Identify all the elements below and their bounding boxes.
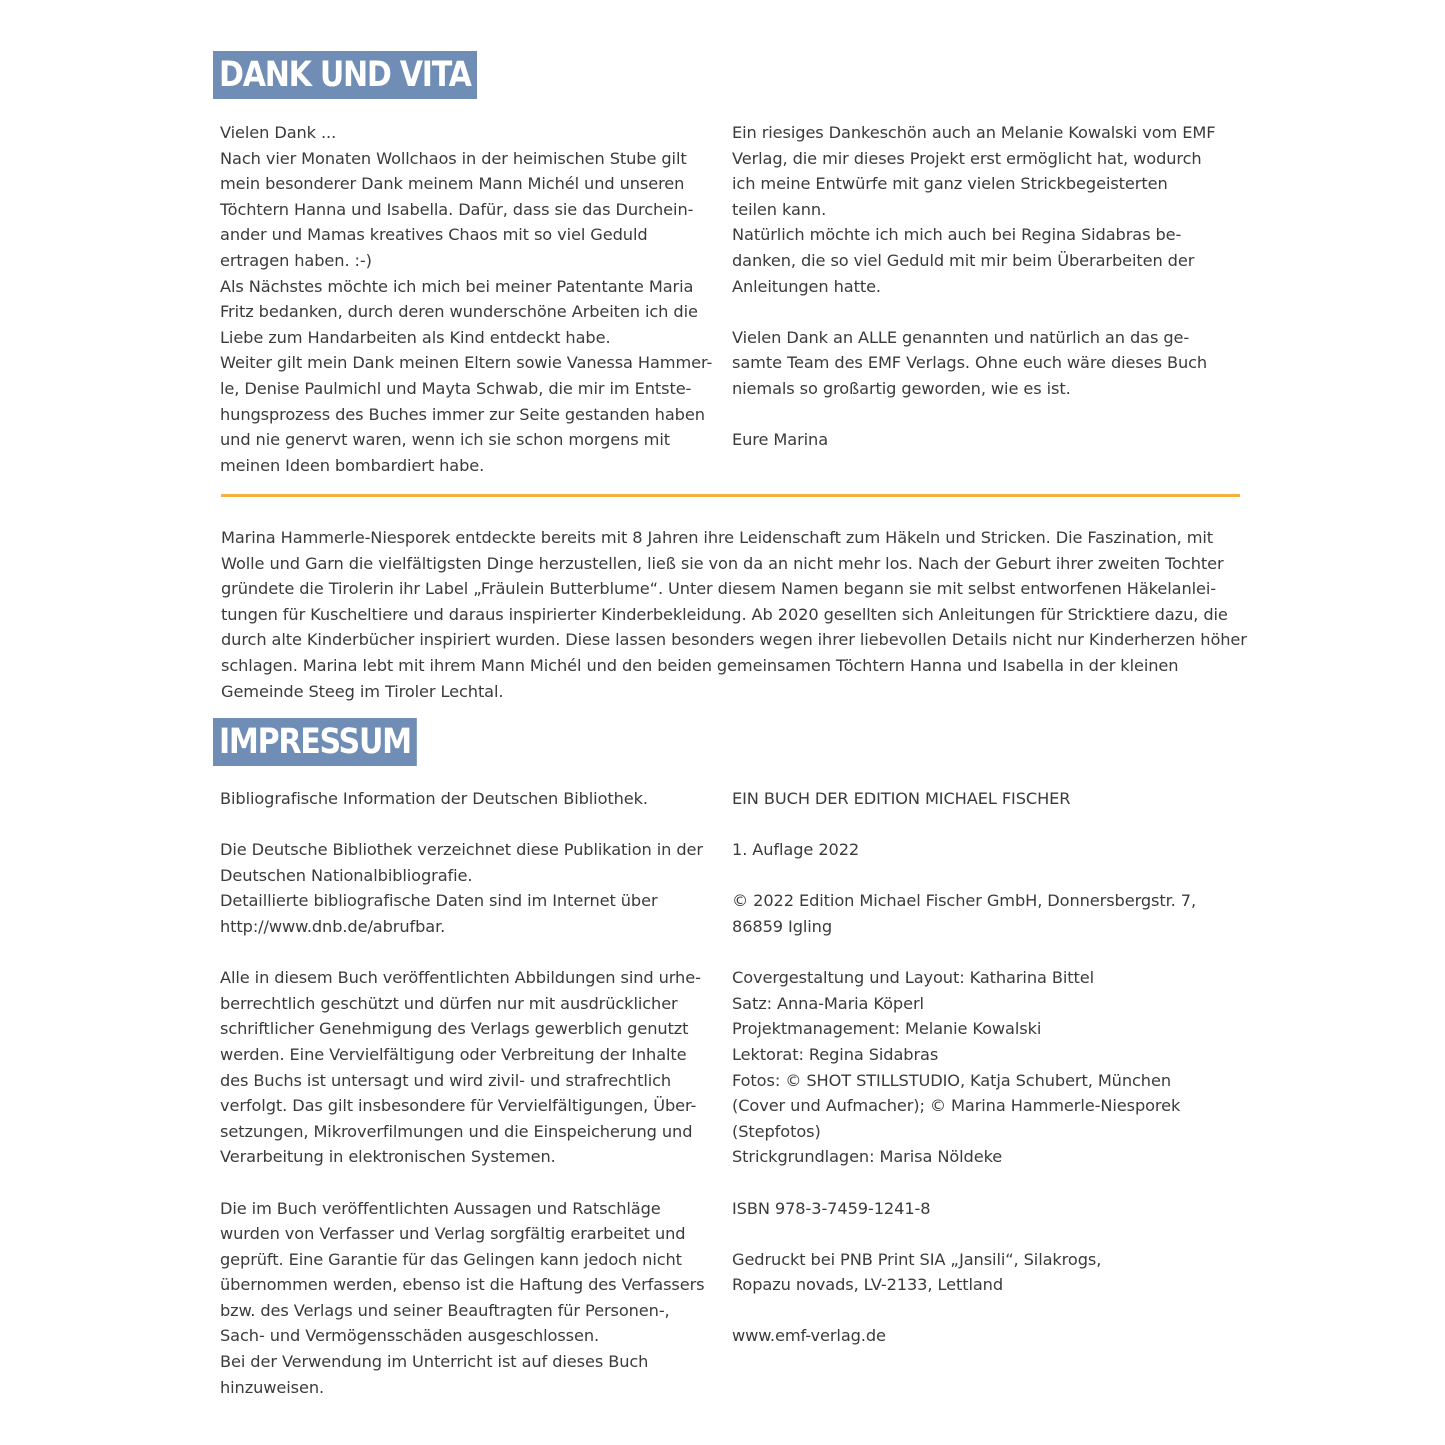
text-line: Weiter gilt mein Dank meinen Eltern sowie Vanessa Hammer-: [220, 353, 713, 373]
text-line: EIN BUCH DER EDITION MICHAEL FISCHER: [732, 789, 1071, 808]
text-line: Deutschen Nationalbibliografie.: [220, 865, 473, 885]
text-line: 86859 Igling: [732, 916, 833, 936]
text-line: ander und Mamas kreatives Chaos mit so viel Geduld: [220, 225, 648, 245]
blank-line: [732, 812, 1237, 838]
text-line: ISBN 978-3-7459-1241-8: [732, 1198, 931, 1218]
text-line: Verarbeitung in elektronischen Systemen.: [220, 1147, 556, 1167]
text-line: niemals so großartig geworden, wie es ist.: [732, 378, 1071, 398]
text-line: Die Deutsche Bibliothek verzeichnet diese Publikation in der: [220, 840, 703, 860]
text-line: Detaillierte bibliografische Daten sind im Internet über: [220, 891, 658, 911]
blank-line: [732, 1221, 1237, 1247]
section-heading-dank-und-vita: DANK UND VITA: [213, 51, 477, 99]
text-line: Strickgrundlagen: Marisa Nöldeke: [732, 1147, 1003, 1167]
text-line: mein besonderer Dank meinem Mann Michél und unseren: [220, 174, 685, 194]
text-line: Anleitungen hatte.: [732, 276, 881, 296]
text-line: Vielen Dank an ALLE genannten und natürlich an das ge-: [732, 327, 1190, 347]
text-line: verfolgt. Das gilt insbesondere für Vervielfältigungen, Über-: [220, 1096, 697, 1116]
text-line: durch alte Kinderbücher inspiriert wurden. Diese lassen besonders wegen ihrer liebevollen Details nicht nur Kinderherzen höher: [221, 630, 1247, 650]
section-heading-impressum: IMPRESSUM: [213, 718, 417, 766]
text-line: Gemeinde Steeg im Tiroler Lechtal.: [221, 681, 504, 701]
blank-line: [732, 1298, 1237, 1324]
text-line: Als Nächstes möchte ich mich bei meiner Patentante Maria: [220, 276, 694, 296]
text-line: teilen kann.: [732, 199, 827, 219]
text-line: ich meine Entwürfe mit ganz vielen Strickbegeisterten: [732, 174, 1168, 194]
text-line: Ein riesiges Dankeschön auch an Melanie Kowalski vom EMF: [732, 123, 1216, 142]
text-line: Marina Hammerle-Niesporek entdeckte bereits mit 8 Jahren ihre Leidenschaft zum Häkeln und Stricken. Die Faszination, mit: [221, 528, 1214, 547]
dank-left-column: [220, 120, 715, 478]
text-line: Alle in diesem Buch veröffentlichten Abbildungen sind urhe-: [220, 968, 701, 988]
text-line: Lektorat: Regina Sidabras: [732, 1044, 939, 1064]
orange-divider: [221, 494, 1240, 497]
text-line: © 2022 Edition Michael Fischer GmbH, Donnersbergstr. 7,: [732, 891, 1197, 911]
text-line: Bibliografische Information der Deutschen Bibliothek.: [220, 789, 648, 808]
blank-line: [732, 940, 1237, 966]
text-line: werden. Eine Vervielfältigung oder Verbreitung der Inhalte: [220, 1044, 687, 1064]
impressum-left-column: [220, 786, 715, 1400]
text-line: Natürlich möchte ich mich auch bei Regina Sidabras be-: [732, 225, 1182, 245]
text-line: Wolle und Garn die vielfältigsten Dinge herzustellen, ließ sie von da an nicht mehr los. Nach der Geburt ihrer zweiten Tochter: [221, 553, 1224, 573]
blank-line: [732, 402, 1237, 428]
text-line: Fotos: © SHOT STILLSTUDIO, Katja Schubert, München: [732, 1070, 1171, 1090]
text-line: 1. Auflage 2022: [732, 840, 860, 860]
text-line: und nie genervt waren, wenn ich sie schon morgens mit: [220, 430, 670, 450]
text-line: Verlag, die mir dieses Projekt erst ermöglicht hat, wodurch: [732, 148, 1202, 168]
text-line: http://www.dnb.de/abrufbar.: [220, 916, 446, 936]
text-line: Fritz bedanken, durch deren wunderschöne Arbeiten ich die: [220, 302, 698, 322]
text-line: danken, die so viel Geduld mit mir beim Überarbeiten der: [732, 250, 1195, 270]
text-line: hungsprozess des Buches immer zur Seite gestanden haben: [220, 404, 705, 424]
text-line: Ropazu novads, LV-2133, Lettland: [732, 1275, 1004, 1295]
blank-line: [732, 863, 1237, 889]
blank-line: [220, 1170, 715, 1196]
text-line: www.emf-verlag.de: [732, 1326, 886, 1346]
text-line: Satz: Anna-Maria Köperl: [732, 993, 924, 1013]
text-line: (Cover und Aufmacher); © Marina Hammerle-Niesporek: [732, 1096, 1181, 1116]
text-line: gründete die Tirolerin ihr Label „Fräulein Butterblume“. Unter diesem Namen begann sie mit selbst entworfenen Häkelanlei-: [221, 579, 1216, 599]
text-line: Liebe zum Handarbeiten als Kind entdeckt habe.: [220, 327, 611, 347]
text-line: ertragen haben. :-): [220, 250, 372, 270]
text-line: geprüft. Eine Garantie für das Gelingen kann jedoch nicht: [220, 1249, 682, 1269]
text-line: des Buchs ist untersagt und wird zivil- und strafrechtlich: [220, 1070, 672, 1090]
blank-line: [732, 299, 1237, 325]
blank-line: [220, 940, 715, 966]
text-line: Eure Marina: [732, 430, 829, 450]
text-line: berrechtlich geschützt und dürfen nur mit ausdrücklicher: [220, 993, 678, 1013]
text-line: Töchtern Hanna und Isabella. Dafür, dass sie das Durchein-: [220, 199, 694, 219]
text-line: Vielen Dank ...: [220, 123, 337, 142]
text-line: le, Denise Paulmichl und Mayta Schwab, die mir im Entste-: [220, 378, 692, 398]
text-line: hinzuweisen.: [220, 1377, 325, 1397]
vita-paragraph: [221, 525, 1246, 704]
text-line: Gedruckt bei PNB Print SIA „Jansili“, Silakrogs,: [732, 1249, 1102, 1269]
text-line: (Stepfotos): [732, 1121, 821, 1141]
text-line: wurden von Verfasser und Verlag sorgfältig erarbeitet und: [220, 1224, 686, 1244]
text-line: Projektmanagement: Melanie Kowalski: [732, 1019, 1042, 1039]
text-line: setzungen, Mikroverfilmungen und die Einspeicherung und: [220, 1121, 693, 1141]
text-line: samte Team des EMF Verlags. Ohne euch wäre dieses Buch: [732, 353, 1208, 373]
text-line: bzw. des Verlags und seiner Beauftragten für Personen-,: [220, 1300, 670, 1320]
impressum-right-column: [732, 786, 1237, 1349]
text-line: meinen Ideen bombardiert habe.: [220, 455, 485, 475]
text-line: übernommen werden, ebenso ist die Haftung des Verfassers: [220, 1275, 705, 1295]
text-line: schlagen. Marina lebt mit ihrem Mann Michél und den beiden gemeinsamen Töchtern Hanna und Isabella in der kleinen: [221, 655, 1179, 675]
text-line: tungen für Kuscheltiere und daraus inspirierter Kinderbekleidung. Ab 2020 gesellten sich Anleitungen für Stricktiere dazu, die: [221, 604, 1228, 624]
blank-line: [732, 1170, 1237, 1196]
text-line: Covergestaltung und Layout: Katharina Bittel: [732, 968, 1095, 988]
dank-right-column: [732, 120, 1237, 453]
text-line: Bei der Verwendung im Unterricht ist auf dieses Buch: [220, 1352, 649, 1372]
text-line: schriftlicher Genehmigung des Verlags gewerblich genutzt: [220, 1019, 689, 1039]
text-line: Die im Buch veröffentlichten Aussagen und Ratschläge: [220, 1198, 661, 1218]
text-line: Nach vier Monaten Wollchaos in der heimischen Stube gilt: [220, 148, 687, 168]
text-line: Sach- und Vermögensschäden ausgeschlossen.: [220, 1326, 600, 1346]
blank-line: [220, 812, 715, 838]
